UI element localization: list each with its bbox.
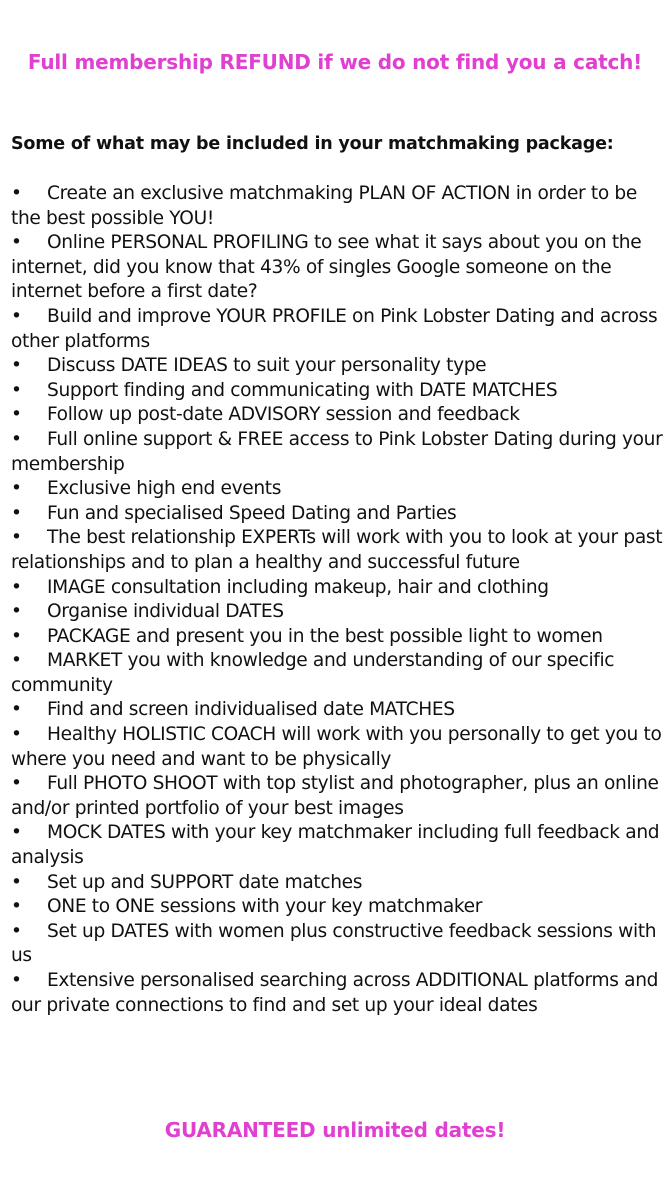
package-item-text: MARKET you with knowledge and understanding of our specific community xyxy=(11,650,615,696)
package-list-item xyxy=(11,477,663,502)
package-list-item xyxy=(11,600,663,625)
package-list-item xyxy=(11,649,663,698)
package-list-item xyxy=(11,625,663,650)
package-list-item xyxy=(11,772,663,821)
package-item-text: ONE to ONE sessions with your key matchmaker xyxy=(47,896,483,918)
bullet-icon: • xyxy=(11,871,22,893)
bullet-icon: • xyxy=(11,896,22,918)
package-heading: Some of what may be included in your matchmaking package: xyxy=(11,134,614,154)
package-list-item xyxy=(11,305,663,354)
package-list-item xyxy=(11,920,663,969)
package-item-text: Extensive personalised searching across ADDITIONAL platforms and our private connections to find and set up your ideal dates xyxy=(11,970,659,1016)
package-list-item xyxy=(11,354,663,379)
package-item-text: Fun and specialised Speed Dating and Parties xyxy=(47,502,457,524)
package-item-text: Set up DATES with women plus constructive feedback sessions with us xyxy=(11,920,657,967)
package-list-item xyxy=(11,698,663,723)
bullet-icon: • xyxy=(11,478,22,500)
bullet-icon: • xyxy=(11,601,22,623)
bullet-icon: • xyxy=(11,502,22,524)
package-list-item xyxy=(11,871,663,896)
bullet-icon: • xyxy=(11,527,22,549)
bullet-icon: • xyxy=(11,625,22,647)
package-item-text: Discuss DATE IDEAS to suit your personality type xyxy=(47,355,487,377)
package-item-text: Find and screen individualised date MATCHES xyxy=(47,699,455,721)
package-item-text: Online PERSONAL PROFILING to see what it says about you on the internet, did you know that 43% of singles Google someone on the internet before a first date? xyxy=(11,232,642,303)
package-list-item xyxy=(11,403,663,428)
package-item-text: Full PHOTO SHOOT with top stylist and photographer, plus an online and/or printed portfolio of your best images xyxy=(11,773,659,819)
package-item-text: Build and improve YOUR PROFILE on Pink Lobster Dating and across other platforms xyxy=(11,305,658,352)
package-item-text: Organise individual DATES xyxy=(47,601,284,623)
package-item-text: Follow up post-date ADVISORY session and feedback xyxy=(47,404,520,426)
bullet-icon: • xyxy=(11,379,22,401)
package-item-text: PACKAGE and present you in the best possible light to women xyxy=(47,625,603,647)
package-list-item xyxy=(11,526,663,575)
package-item-text: IMAGE consultation including makeup, hair and clothing xyxy=(47,576,549,598)
guarantee-headline: GUARANTEED unlimited dates! xyxy=(164,1118,506,1142)
package-list-item xyxy=(11,895,663,920)
bullet-icon: • xyxy=(11,305,22,327)
bullet-icon: • xyxy=(11,699,22,721)
bullet-icon: • xyxy=(11,822,22,844)
package-list-item xyxy=(11,182,663,231)
package-item-text: Support finding and communicating with DATE MATCHES xyxy=(47,379,558,401)
package-item-text: Create an exclusive matchmaking PLAN OF ACTION in order to be the best possible YOU! xyxy=(11,183,637,229)
package-item-text: Set up and SUPPORT date matches xyxy=(47,871,363,893)
bullet-icon: • xyxy=(11,576,22,598)
bullet-icon: • xyxy=(11,355,22,377)
package-list-item xyxy=(11,576,663,601)
bullet-icon: • xyxy=(11,970,22,991)
bullet-icon: • xyxy=(11,773,22,795)
package-list-item xyxy=(11,379,663,404)
bullet-icon: • xyxy=(11,404,22,426)
bullet-icon: • xyxy=(11,232,22,254)
package-item-text: The best relationship EXPERTs will work with you to look at your past relationships and to plan a healthy and successful future xyxy=(11,527,663,573)
package-list-item xyxy=(11,428,663,477)
package-list-item xyxy=(11,969,663,1018)
bullet-icon: • xyxy=(11,183,22,204)
package-item-text: Full online support & FREE access to Pink Lobster Dating during your membership xyxy=(11,428,663,475)
bullet-icon: • xyxy=(11,724,22,746)
bullet-icon: • xyxy=(11,650,22,672)
bullet-icon: • xyxy=(11,920,22,942)
package-item-text: Exclusive high end events xyxy=(47,478,282,500)
package-item-text: Healthy HOLISTIC COACH will work with you personally to get you to where you need and want to be physically xyxy=(11,724,662,770)
package-item-text: MOCK DATES with your key matchmaker including full feedback and analysis xyxy=(11,822,660,869)
package-list-item xyxy=(11,821,663,870)
package-list-item xyxy=(11,723,663,772)
refund-headline: Full membership REFUND if we do not find you a catch! xyxy=(27,50,643,74)
package-items-list xyxy=(11,182,663,1018)
bullet-icon: • xyxy=(11,428,22,450)
package-list-item xyxy=(11,231,663,305)
package-list-item xyxy=(11,502,663,527)
